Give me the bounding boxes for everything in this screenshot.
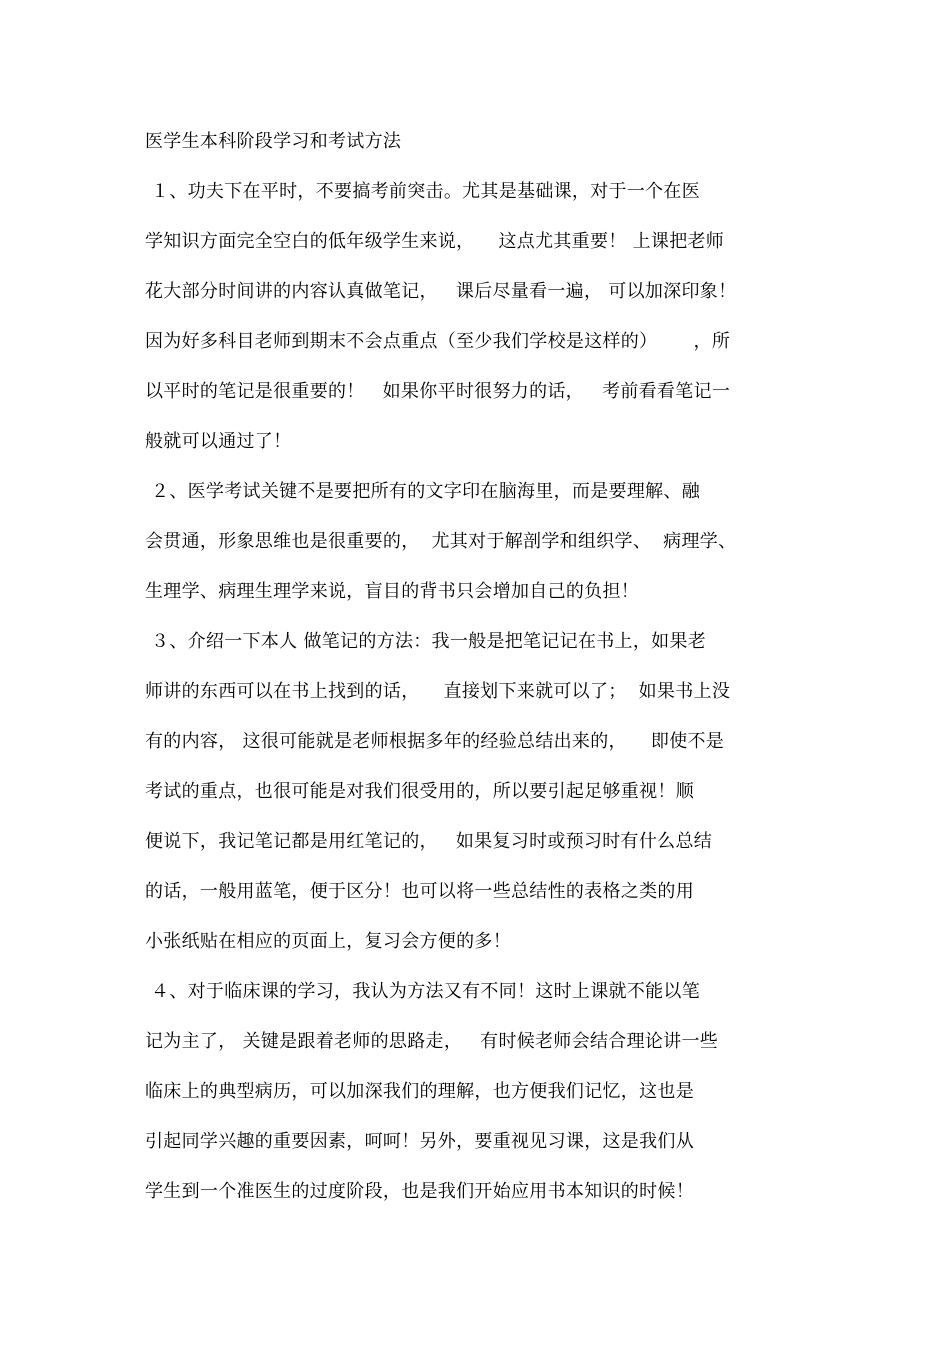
text-line: 临床上的典型病历，可以加深我们的理解，也方便我们记忆，这也是: [145, 1081, 694, 1102]
text-line: ３、介绍一下本人 做笔记的方法：我一般是把笔记记在书上，如果老: [145, 631, 707, 652]
text-line: ２、医学考试关键不是要把所有的文字印在脑海里，而是要理解、融: [145, 481, 701, 502]
text-line: 小张纸贴在相应的页面上，复习会方便的多！: [145, 931, 511, 952]
text-line: 学知识方面完全空白的低年级学生来说， 这点尤其重要！ 上课把老师: [145, 231, 725, 252]
text-line: 生理学、病理生理学来说，盲目的背书只会增加自己的负担！: [145, 581, 640, 602]
text-line: 便说下，我记笔记都是用红笔记的， 如果复习时或预习时有什么总结: [145, 831, 713, 852]
text-line: 因为好多科目老师到期末不会点重点（至少我们学校是这样的） ，所: [145, 331, 731, 352]
text-line: 师讲的东西可以在书上找到的话， 直接划下来就可以了； 如果书上没: [145, 681, 731, 702]
text-line: ４、对于临床课的学习，我认为方法又有不同！这时上课就不能以笔: [145, 981, 701, 1002]
text-line: 会贯通，形象思维也是很重要的， 尤其对于解剖学和组织学、 病理学、: [145, 531, 737, 552]
text-line: 般就可以通过了！: [145, 431, 292, 452]
text-line: 记为主了， 关键是跟着老师的思路走， 有时候老师会结合理论讲一些: [145, 1031, 719, 1052]
text-line: 的话，一般用蓝笔，便于区分！也可以将一些总结性的表格之类的用: [145, 881, 694, 902]
text-line: 学生到一个准医生的过度阶段，也是我们开始应用书本知识的时候！: [145, 1181, 694, 1202]
text-line: 以平时的笔记是很重要的！ 如果你平时很努力的话， 考前看看笔记一: [145, 381, 731, 402]
text-line: 引起同学兴趣的重要因素，呵呵！另外，要重视见习课，这是我们从: [145, 1131, 694, 1152]
document-title: 医学生本科阶段学习和考试方法: [145, 131, 402, 152]
text-line: 有的内容， 这很可能就是老师根据多年的经验总结出来的， 即使不是: [145, 731, 725, 752]
text-line: １、功夫下在平时，不要搞考前突击。尤其是基础课，对于一个在医: [145, 181, 701, 202]
text-line: 考试的重点，也很可能是对我们很受用的，所以要引起足够重视！顺: [145, 781, 694, 802]
text-line: 花大部分时间讲的内容认真做笔记， 课后尽量看一遍， 可以加深印象！: [145, 281, 737, 302]
